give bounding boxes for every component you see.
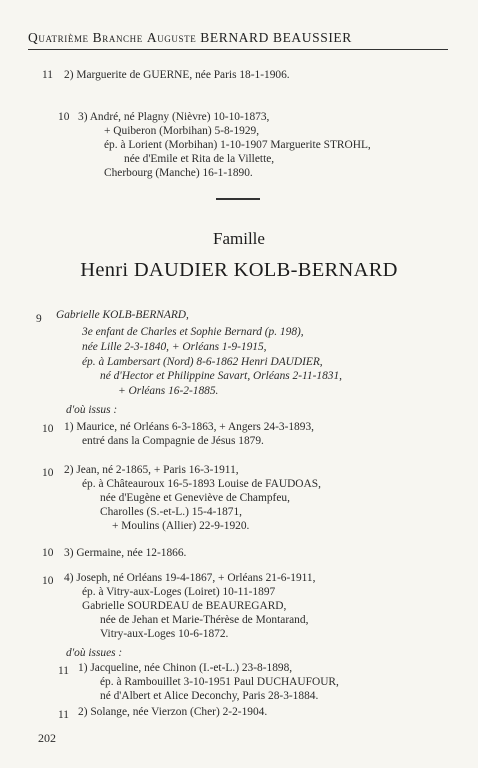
grandchild-line: né d'Albert et Alice Deconchy, Paris 28-3-1884.	[100, 690, 319, 702]
generation-number: 10	[42, 575, 54, 587]
dou-issus: d'où issus :	[66, 404, 118, 416]
header-family-name: BERNARD BEAUSSIER	[200, 30, 352, 45]
child-line: 4) Joseph, né Orléans 19-4-1867, + Orléans 21-6-1911,	[64, 572, 316, 584]
grandchild-line: 1) Jacqueline, née Chinon (I.-et-L.) 23-8-1898,	[78, 662, 293, 674]
section-separator	[216, 198, 260, 200]
header-branche: Branche	[92, 30, 143, 45]
page-header	[28, 30, 352, 46]
child-line: Gabrielle SOURDEAU de BEAUREGARD,	[82, 600, 287, 612]
child-line: 3) Germaine, née 12-1866.	[64, 547, 187, 559]
entry-andre-line: née d'Emile et Rita de la Villette,	[124, 153, 275, 165]
child-line: 2) Jean, né 2-1865, + Paris 16-3-1911,	[64, 464, 239, 476]
child-line: + Moulins (Allier) 22-9-1920.	[112, 520, 250, 532]
header-quatrieme: Quatrième	[28, 30, 89, 45]
child-line: entré dans la Compagnie de Jésus 1879.	[82, 435, 264, 447]
generation-number: 11	[58, 665, 69, 677]
famille-label: Famille	[213, 229, 265, 248]
dou-issues: d'où issues :	[66, 647, 123, 659]
child-line: ép. à Vitry-aux-Loges (Loiret) 10-11-1897	[82, 586, 276, 598]
child-line: née d'Eugène et Geneviève de Champfeu,	[100, 492, 290, 504]
header-rule	[28, 49, 448, 50]
entry-andre-line: + Quiberon (Morbihan) 5-8-1929,	[104, 125, 260, 137]
child-line: 1) Maurice, né Orléans 6-3-1863, + Angers 24-3-1893,	[64, 421, 314, 433]
grandchild-line: 2) Solange, née Vierzon (Cher) 2-2-1904.	[78, 706, 268, 718]
entry-marguerite: 2) Marguerite de GUERNE, née Paris 18-1-1906.	[64, 69, 290, 81]
main-line: né d'Hector et Philippine Savart, Orléans 2-11-1831,	[100, 370, 343, 382]
page-number: 202	[38, 731, 56, 745]
main-line: 3e enfant de Charles et Sophie Bernard (p. 198),	[82, 326, 304, 338]
entry-andre-line: 3) André, né Plagny (Nièvre) 10-10-1873,	[78, 111, 270, 123]
famille-title: Henri DAUDIER KOLB-BERNARD	[80, 259, 398, 281]
generation-number: 10	[42, 423, 54, 435]
generation-number: 10	[58, 111, 70, 123]
generation-number: 10	[42, 547, 54, 559]
main-line: ép. à Lambersart (Nord) 8-6-1862 Henri DAUDIER,	[82, 356, 323, 368]
generation-number: 11	[42, 69, 53, 81]
child-line: Charolles (S.-et-L.) 15-4-1871,	[100, 506, 243, 518]
entry-andre-line: ép. à Lorient (Morbihan) 1-10-1907 Marguerite STROHL,	[104, 139, 371, 151]
child-line: née de Jehan et Marie-Thérèse de Montarand,	[100, 614, 309, 626]
child-line: Vitry-aux-Loges 10-6-1872.	[100, 628, 229, 640]
entry-andre-line: Cherbourg (Manche) 16-1-1890.	[104, 167, 253, 179]
generation-number: 10	[42, 467, 54, 479]
generation-number: 11	[58, 709, 69, 721]
main-line: + Orléans 16-2-1885.	[118, 385, 219, 397]
grandchild-line: ép. à Rambouillet 3-10-1951 Paul DUCHAUFOUR,	[100, 676, 339, 688]
header-auguste: Auguste	[146, 30, 197, 45]
generation-number: 9	[36, 313, 42, 325]
child-line: ép. à Châteauroux 16-5-1893 Louise de FAUDOAS,	[82, 478, 321, 490]
main-line: née Lille 2-3-1840, + Orléans 1-9-1915,	[82, 341, 267, 353]
main-line: Gabrielle KOLB-BERNARD,	[56, 309, 189, 321]
